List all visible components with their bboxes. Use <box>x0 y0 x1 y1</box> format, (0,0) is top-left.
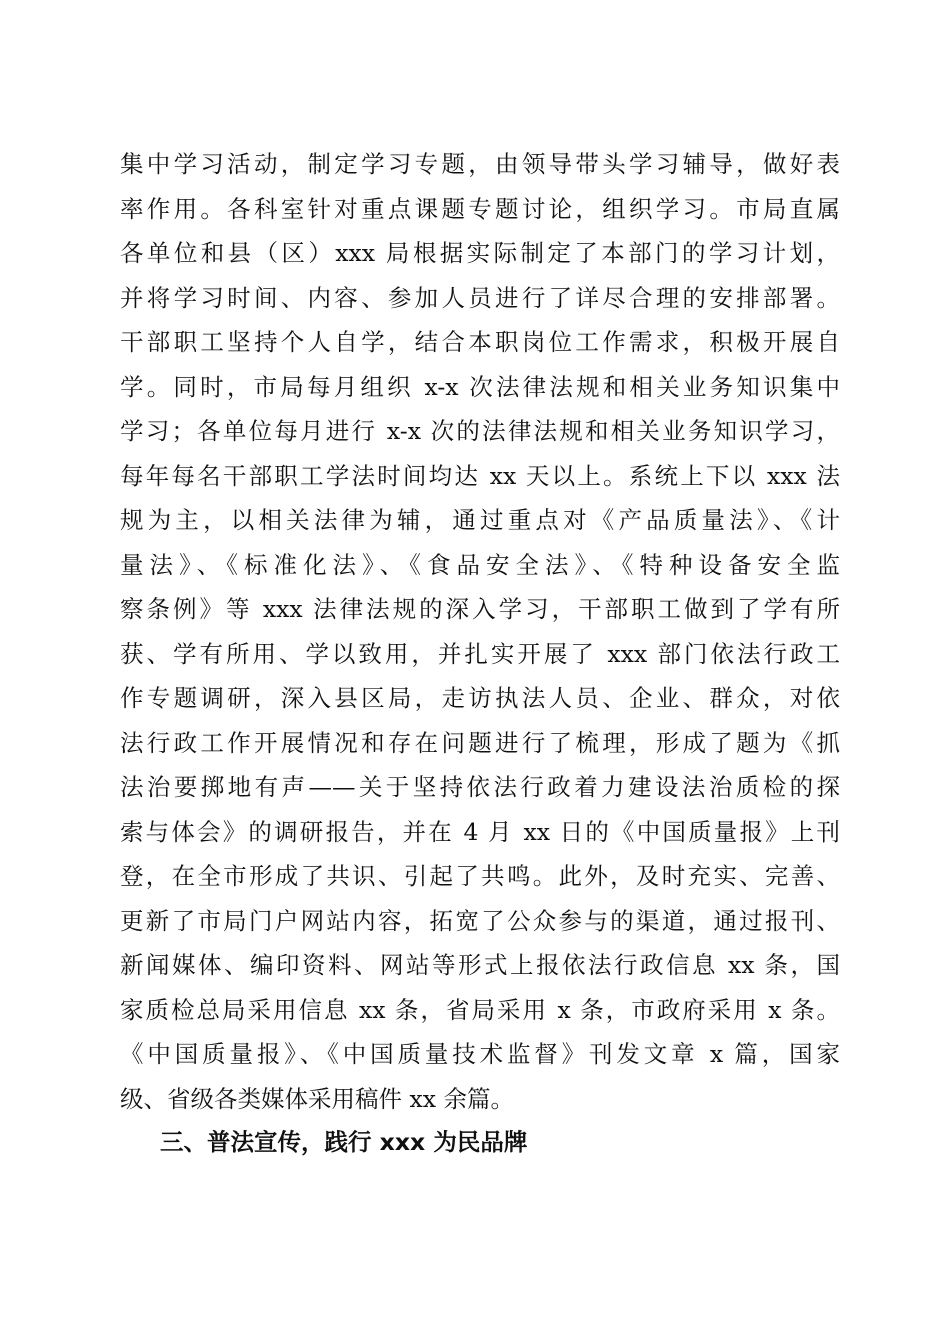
paragraph-line: 作专题调研，深入县区局，走访执法人员、企业、群众，对依 <box>120 684 840 712</box>
paragraph-line: 集中学习活动，制定学习专题，由领导带头学习辅导，做好表 <box>120 150 840 178</box>
paragraph-line: 索与体会》的调研报告，并在 4 月 xx 日的《中国质量报》上刊 <box>120 817 840 846</box>
paragraph-line: 各单位和县（区）xxx 局根据实际制定了本部门的学习计划， <box>120 239 840 267</box>
paragraph-line: 级、省级各类媒体采用稿件 xx 余篇。 <box>120 1084 514 1113</box>
paragraph-line: 获、学有所用、学以致用，并扎实开展了 xxx 部门依法行政工 <box>120 639 840 668</box>
paragraph-line: 学习；各单位每月进行 x-x 次的法律法规和相关业务知识学习， <box>120 417 840 445</box>
body-paragraph <box>120 142 840 1121</box>
paragraph-line: 察条例》等 xxx 法律法规的深入学习，干部职工做到了学有所 <box>120 595 840 623</box>
paragraph-line: 法治要掷地有声——关于坚持依法行政着力建设法治质检的探 <box>120 773 840 801</box>
paragraph-line: 家质检总局采用信息 xx 条，省局采用 x 条，市政府采用 x 条。 <box>120 995 840 1024</box>
paragraph-line: 并将学习时间、内容、参加人员进行了详尽合理的安排部署。 <box>120 283 840 312</box>
paragraph-line: 更新了市局门户网站内容，拓宽了公众参与的渠道，通过报刊、 <box>120 906 840 935</box>
paragraph-line: 新闻媒体、编印资料、网站等形式上报依法行政信息 xx 条，国 <box>120 951 840 979</box>
paragraph-line: 法行政工作开展情况和存在问题进行了梳理，形成了题为《抓 <box>120 728 840 757</box>
paragraph-line: 每年每名干部职工学法时间均达 xx 天以上。系统上下以 xxx 法 <box>120 461 840 490</box>
paragraph-line: 干部职工坚持个人自学，结合本职岗位工作需求，积极开展自 <box>120 328 840 356</box>
paragraph-line: 《中国质量报》、《中国质量技术监督》刊发文章 x 篇，国家 <box>120 1040 840 1068</box>
paragraph-line: 规为主，以相关法律为辅，通过重点对《产品质量法》、《计 <box>120 506 840 534</box>
paragraph-line: 量法》、《标准化法》、《食品安全法》、《特种设备安全监 <box>120 550 840 579</box>
paragraph-line: 学。同时，市局每月组织 x-x 次法律法规和相关业务知识集中 <box>120 372 840 401</box>
paragraph-line: 率作用。各科室针对重点课题专题讨论，组织学习。市局直属 <box>120 194 840 223</box>
paragraph-line: 登，在全市形成了共识、引起了共鸣。此外，及时充实、完善、 <box>120 862 840 890</box>
section-heading: 三、普法宣传，践行 xxx 为民品牌 <box>160 1128 528 1156</box>
